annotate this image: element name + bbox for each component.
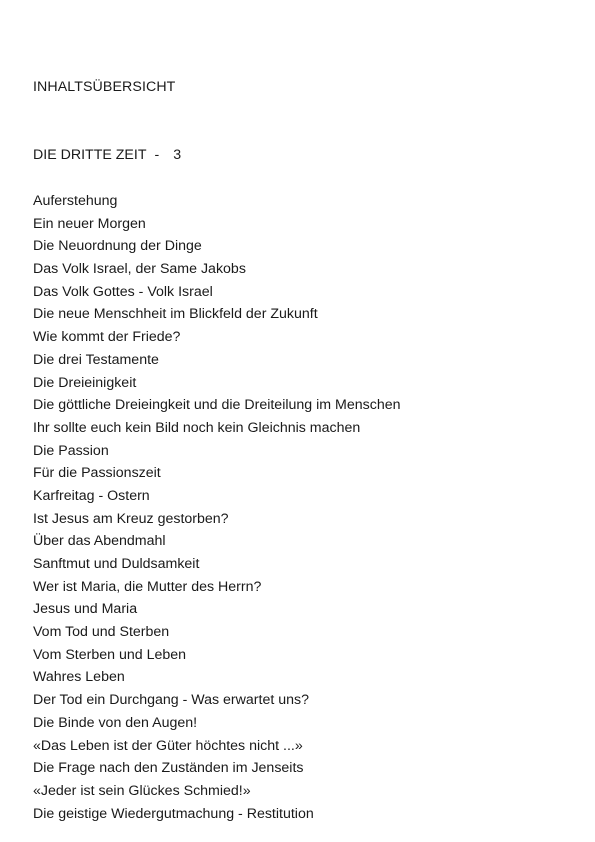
toc-entry: Ihr sollte euch kein Bild noch kein Gleichnis machen xyxy=(33,419,361,436)
section-label: DIE DRITTE ZEIT xyxy=(33,147,147,163)
toc-entry: «Das Leben ist der Güter höchtes nicht ...» xyxy=(33,737,303,754)
toc-entry: Die Neuordnung der Dinge xyxy=(33,238,202,255)
toc-entry: Für die Passionszeit xyxy=(33,465,161,482)
toc-entry: Die neue Menschheit im Blickfeld der Zukunft xyxy=(33,306,318,323)
toc-entry: Das Volk Gottes - Volk Israel xyxy=(33,283,213,300)
section-page-number: 3 xyxy=(173,147,182,163)
toc-entry: Der Tod ein Durchgang - Was erwartet uns? xyxy=(33,692,309,709)
toc-entry: Die Binde von den Augen! xyxy=(33,714,198,731)
toc-entry: Karfreitag - Ostern xyxy=(33,487,150,504)
toc-entry: Die göttliche Dreieingkeit und die Dreiteilung im Menschen xyxy=(33,397,401,414)
toc-entry: Die geistige Wiedergutmachung - Restitution xyxy=(33,805,314,822)
toc-entry: Vom Tod und Sterben xyxy=(33,624,170,641)
toc-entry: Die drei Testamente xyxy=(33,351,159,368)
toc-entry: Jesus und Maria xyxy=(33,601,138,618)
toc-entry: Die Passion xyxy=(33,442,109,459)
toc-list xyxy=(33,193,401,828)
toc-entry: Das Volk Israel, der Same Jakobs xyxy=(33,261,246,278)
section-separator: - xyxy=(154,147,160,163)
toc-entry: Vom Sterben und Leben xyxy=(33,646,187,663)
section-heading xyxy=(33,147,181,163)
toc-entry: Über das Abendmahl xyxy=(33,533,166,550)
toc-entry: Sanftmut und Duldsamkeit xyxy=(33,556,200,572)
toc-entry: Ein neuer Morgen xyxy=(33,215,146,232)
toc-entry: Die Frage nach den Zuständen im Jenseits xyxy=(33,760,304,777)
toc-entry: «Jeder ist sein Glückes Schmied!» xyxy=(33,782,251,799)
toc-entry: Wer ist Maria, die Mutter des Herrn? xyxy=(33,578,262,595)
toc-entry: Auferstehung xyxy=(33,193,118,209)
toc-entry: Wie kommt der Friede? xyxy=(33,329,181,346)
toc-entry: Die Dreieinigkeit xyxy=(33,374,137,391)
toc-entry: Ist Jesus am Kreuz gestorben? xyxy=(33,510,229,527)
page-title: INHALTSÜBERSICHT xyxy=(33,79,176,95)
toc-entry: Wahres Leben xyxy=(33,669,125,686)
